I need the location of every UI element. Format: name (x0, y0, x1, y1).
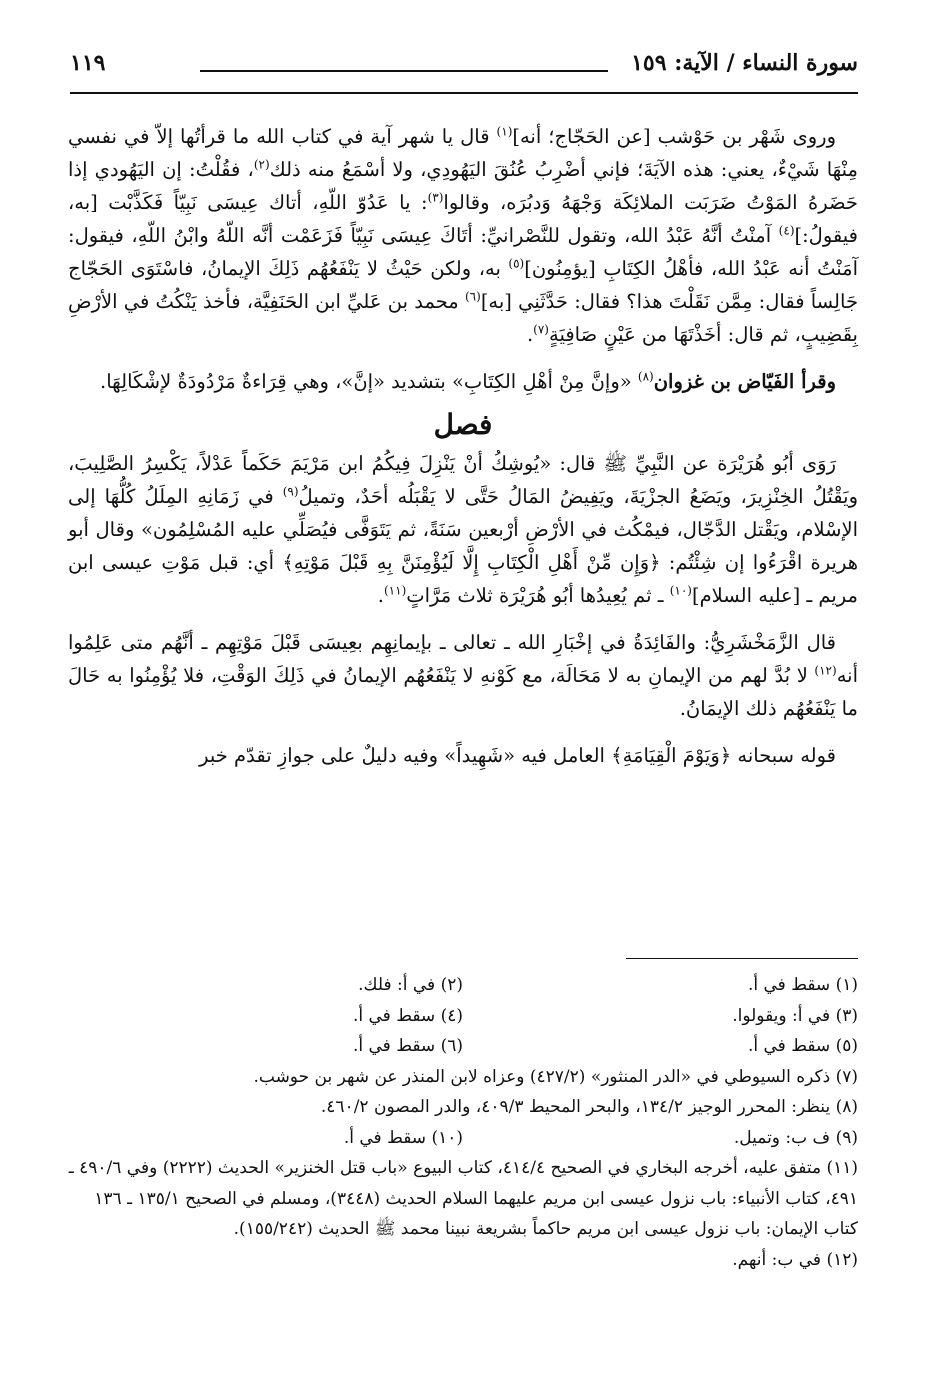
footnote-row (68, 1123, 858, 1154)
footnote-10: (١٠) سقط في أ. (343, 1127, 463, 1148)
footnote-ref: (٤) (778, 223, 795, 238)
paragraph-abu-hurayra-hadith (68, 447, 858, 612)
page-header (70, 48, 858, 94)
text-run: محمد بن عَليِّ ابن الحَنَفِيَّة، فأخذ يَنْكُتُ في الأرْضِ بِقَضِيبٍ، ثم قال: أخَذْتَهَا من عَيْنٍ صَافِيَةٍ (68, 290, 858, 346)
footnote-11: (١١) متفق عليه، أخرجه البخاري في الصحيح ٤١٤/٤، كتاب البيوع «باب قتل الخنزير» الحديث (٢٢٢٢) وفي ٤٩٠/٦ ـ ٤٩١، كتاب الأنبياء: باب نزول عيسى ابن مريم عليهما السلام الحديث (٣٤٤٨)، ومسلم في الصحيح ١٣٥/١ ـ ١٣٦ كتاب الإيمان: باب نزول عيسى ابن مريم حاكماً بشريعة نبينا محمد ﷺ الحديث (١٥٥/٢٤٢). (68, 1158, 858, 1239)
footnote-9: (٩) ف ب: وتميل. (733, 1127, 858, 1148)
text-run: «وإنَّ مِنْ أهْلِ الكِتَابِ» بتشديد «إنَّ»، وهي قِرَاءةٌ مَرْدُودَةٌ لإشْكَالِهَا. (100, 370, 638, 393)
page-number: ١١٩ (70, 50, 106, 76)
text-run: قال الزَّمَخْشَرِيُّ: والفَائِدَةُ في إخْبَارِ الله ـ تعالى ـ بإيمانِهِم بعِيسَى قَبْلَ مَوْتِهِم ـ أنَّهُم متى عَلِمُوا أنه (68, 631, 858, 687)
main-text (68, 120, 858, 786)
text-run: . (526, 323, 534, 346)
footnote-row (68, 1001, 858, 1032)
text-run: ـ ثم يُعِيدُها أبُو هُرَيْرَة ثلاث مَرَّاتٍ (406, 584, 670, 607)
footnote-ref: (٨) (637, 369, 654, 384)
footnote-ref: (١٠) (669, 583, 692, 598)
running-title: سورة النساء / الآية: ١٥٩ (631, 50, 858, 76)
footnote-1: (١) سقط في أ. (747, 975, 858, 995)
footnote-ref: (٥) (508, 256, 525, 271)
footnote-4: (٤) سقط في أ. (352, 1005, 463, 1026)
header-rule (200, 70, 608, 72)
footnote-separator (626, 958, 858, 959)
footnote-6: (٦) سقط في أ. (352, 1036, 463, 1056)
footnote-8: (٨) ينظر: المحرر الوجيز ١٣٤/٢، والبحر المحيط ٤٠٩/٣، والدر المصون ٤٦٠/٢. (320, 1097, 858, 1117)
footnote-row (68, 970, 858, 1001)
footnote-ref: (٢) (253, 157, 270, 172)
footnote-3: (٣) في أ: ويقولوا. (732, 1005, 858, 1026)
paragraph-fayyad-reading (68, 365, 858, 398)
text-run: لا بُدَّ لهم من الإيمانِ به لا مَحَالَة، مع كَوْنهِ لا يَنْفَعُهُم الإيمانُ في ذَلِكَ الوَقْتِ، فلا يُؤْمِنُوا به حَالَ ما يَنْفَعُهُم ذلك الإيمَانُ. (68, 664, 858, 720)
footnote-ref: (٣) (427, 190, 444, 205)
text-run: ، فقُلْتُ: إن اليَهُودي إذا حَضَرهُ المَوْتُ ضَرَبَت الملائِكَة وَجْهَهُ وَدبُرَه، وقالوا (68, 158, 858, 214)
footnote-ref: (٧) (533, 322, 549, 337)
paragraph-shahr-hawshab (68, 120, 858, 351)
text-run: قوله سبحانه ﴿وَيَوْمَ الْقِيَامَةِ﴾ العامل فيه «شَهِيداً» وفيه دليلٌ على جوازِ تقدّم خبر (199, 744, 836, 767)
text-run: في زَمَانِهِ المِلَلُ كُلُّهَا إلى الإسْلام، ويَقْتل الدَّجّال، فيمْكُث في الأرْضِ أرْبعين سَنَةً، ثم يَتَوَفَّى فيُصَلِّي عليه المُسْلِمُون» وقال أبو هريرة اقْرَءُوا إن شِئْتُم: ﴿وَإِن مِّنْ أَهْلِ الْكِتَابِ إِلَّا لَيُؤْمِنَنَّ بِهِ قَبْلَ مَوْتِهِ﴾ أي: قبل مَوْتِ عيسى ابن مريم ـ [عليه السلام] (68, 485, 858, 607)
footnote-row (68, 1031, 858, 1062)
footnote-ref: (٩) (282, 484, 299, 499)
text-run: قال يا شهر آية في كتاب الله ما قرأتُها إلاّ في نفسي مِنْهَا شَيْءٌ، يعني: هذه الآيَةَ؛ فإني أضْرِبُ عُنُقَ اليَهُودِي، ولا أسْمَعُ منه ذلك (68, 125, 858, 181)
footnote-ref: (١٢) (814, 663, 837, 678)
footnote-2: (٢) في أ: فلك. (358, 975, 463, 995)
paragraph-yawm-al-qiyama (68, 739, 858, 772)
text-run: وروى شَهْر بن حَوْشب [عن الحَجّاج؛ أنه] (512, 125, 836, 148)
footnote-5: (٥) سقط في أ. (747, 1036, 858, 1056)
footnote-ref: (٦) (464, 289, 481, 304)
text-run: رَوَى أبُو هُرَيْرَة عن النَّبِيِّ ﷺ قال: «يُوشِكُ أنْ يَنْزِلَ فِيكُمُ ابن مَرْيَمَ حَكَماً عَدْلاً، يَكْسِرُ الصَّلِيبَ، ويَقْتُلُ الخِنْزِيرَ، ويَضَعُ الجزْيَةَ، ويَفِيضُ المَالُ حَتَّى لا يَقْبَلُه أحَدٌ، وتميلُ (68, 452, 859, 508)
footnote-12: (١٢) في ب: أنهم. (732, 1249, 858, 1270)
footnote-ref: (١١) (383, 583, 407, 598)
text-run: . (377, 584, 384, 607)
reader-name: وقرأ الفَيّاض بن غزوان (653, 370, 836, 393)
paragraph-zamakhshari (68, 626, 858, 725)
section-heading: فصل (433, 408, 493, 441)
footnote-7: (٧) ذكره السيوطي في «الدر المنثور» (٤٢٧/٢) وعزاه لابن المنذر عن شهر بن حوشب. (253, 1066, 858, 1087)
text-run: : يا عَدُوّ اللّهِ، أتاك عِيسَى نَبِيّاً فَكَذَّبْت [به، فيقولُ:] (68, 191, 858, 247)
text-run: به، ولكن حَيْثُ لا يَنْفَعُهُم ذَلِكَ الإيمانُ، فاسْتَوَى الحَجّاج جَالِساً فقال: مِمَّن نَقَلْتَ هذا؟ فقال: حَدَّثَنِي [به] (68, 257, 858, 313)
footnotes (68, 970, 858, 1275)
footnote-ref: (١) (496, 124, 513, 139)
text-run: آمنْتُ أنَّهُ عَبْدُ الله، وتقول للنَّصْرانيِّ: أتَاكَ عِيسَى نَبِيّاً فَزَعَمْت أنَّه اللّهُ وابْنُ اللّهِ، فيقول: آمَنْتُ أنه عَبْدُ الله، فأهْلُ الكِتَابِ [يؤمِنُون] (68, 224, 858, 280)
